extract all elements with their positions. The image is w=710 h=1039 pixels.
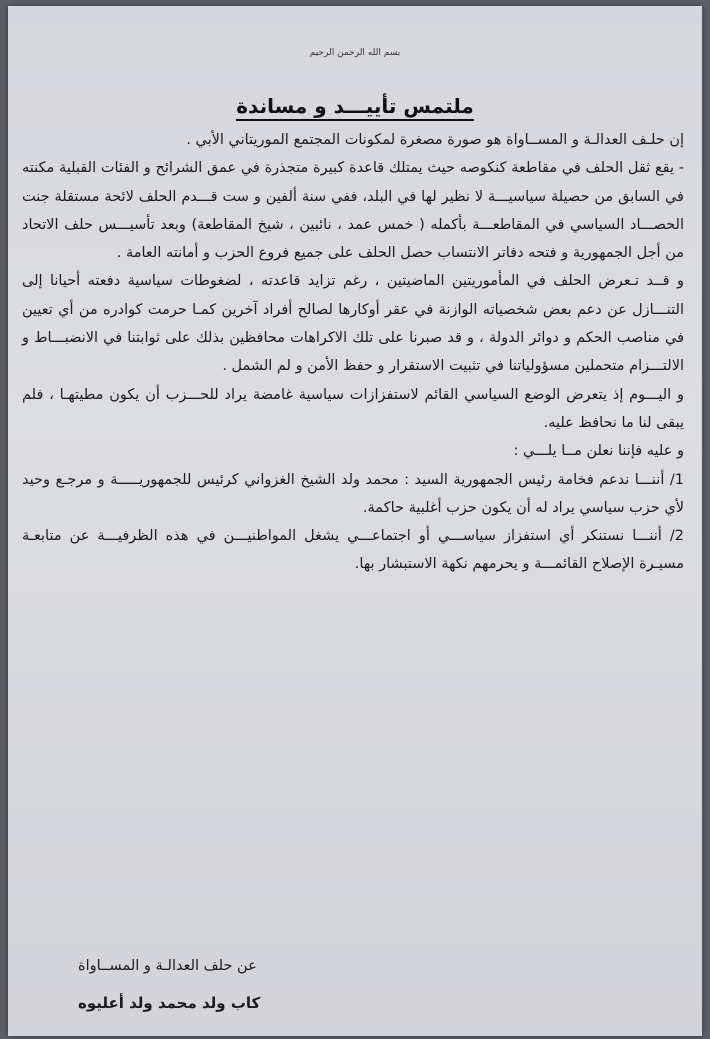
signature-organization: عن حلف العدالـة و المســاواة bbox=[78, 958, 257, 974]
paragraph-point-2: 2/ أننـــا نستنكر أي استفزاز سياســـي أو اجتماعـــي يشغل المواطنيـــن في هذه الظرفيـــة عن متابعـة مسيـرة الإصلاح القائمـــة و يحرمهم نكهة الاستبشار بها. bbox=[22, 528, 684, 573]
paragraph-point-1: 1/ أننـــا ندعم فخامة رئيس الجمهورية السيد : محمد ولد الشيخ الغزواني كرئيس للجمهوريـــــة و مرجـع وحيد لأي حزب سياسي يراد له أن يكون حزب أغلبية حاكمة. bbox=[22, 471, 684, 516]
document-title bbox=[8, 94, 702, 118]
document-page bbox=[8, 6, 702, 1036]
paragraph-current-situation: و اليـــوم إذ يتعرض الوضع السياسي القائم لاستفزازات سياسية غامضة يراد للحـــزب أن يكون مطيتهـا ، فلم يبقى لنا ما نحافظ عليه. bbox=[22, 386, 684, 431]
paragraph-declaration-lead: و عليه فإننا نعلن مــا يلـــي : bbox=[513, 443, 684, 460]
paragraph-intro: إن حلـف العدالـة و المســاواة هو صورة مصغرة لمكونات المجتمع الموريتاني الأبي . bbox=[186, 132, 684, 148]
paragraph-pressures: و قــد تـعرض الحلف في المأموريتين الماضيتين ، رغم تزايد قاعدته ، لضغوطات سياسية دفعته أحيانا إلى التنـــازل عن دعم بعض شخصياته الوازنة في عقر أوكارها لصالح أفراد آخرين كمـا حرمت كوادره من أي تعيين في مناصب الحكم و دوائر الدولة ، و قد صبرنا على تلك الاكراهات محافظين بذلك على ثوابتنا في الانضبـــاط و الالتـــزام متحملين مسؤولياتنا في تثبيت الاستقرار و حفظ الأمن و لم الشمل . bbox=[22, 273, 684, 375]
paragraph-alliance-base: - يقع ثقل الحلف في مقاطعة كنكوصه حيث يمتلك قاعدة كبيرة متجذرة في عمق الشرائح و الفئات القبلية مكنته في السابق من حصيلة سياسيـــة لا نظير لها في البلد، ففي سنة ألفين و ست قـــدم الحلف لائحة مستقلة جنت الحصـــاد السياسي في المقاطعـــة بأكمله ( خمس عمد ، نائبين ، شيخ المقاطعة) وبعد تأسيـــس حلف الاتحاد من أجل الجمهورية و فتحه دفاتر الانتساب حصل الحلف على جميع فروع الحزب و أمانته العامة . bbox=[22, 160, 684, 262]
title-text: ملتمس تأييـــد و مساندة bbox=[236, 94, 474, 121]
signature-name: كاب ولد محمد ولد أعليوه bbox=[78, 994, 261, 1012]
document-body bbox=[22, 126, 684, 579]
basmala: بسم الله الرحمن الرحيم bbox=[309, 48, 401, 58]
